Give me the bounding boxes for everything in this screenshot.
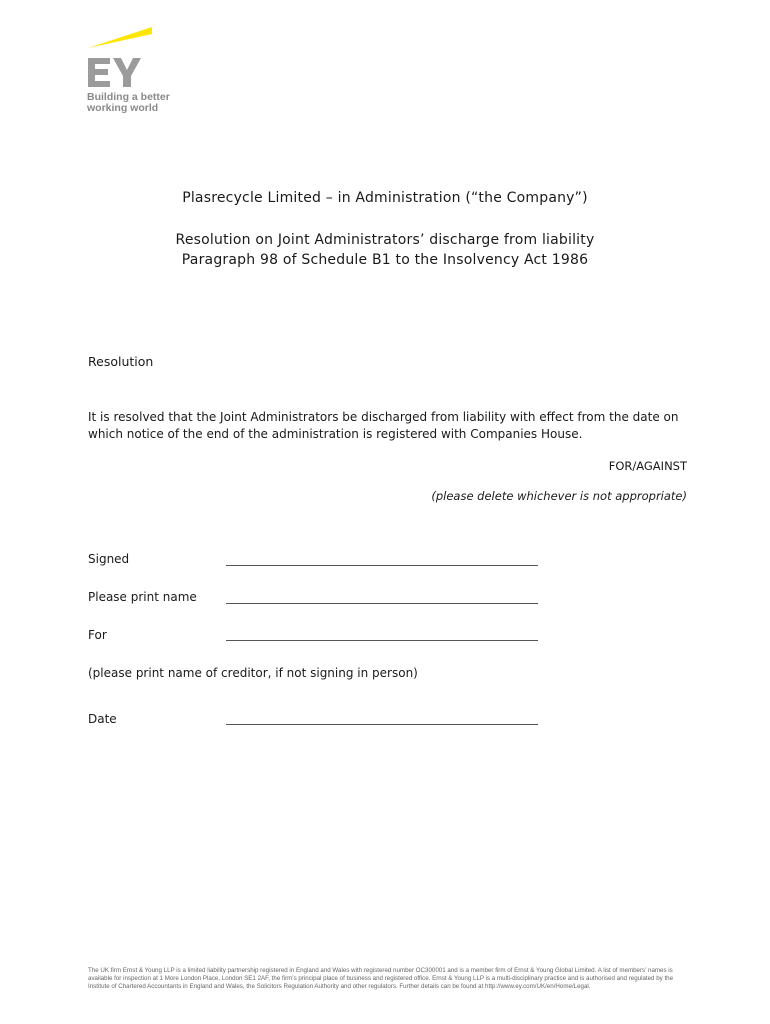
vote-instruction: (please delete whichever is not appropriate) — [431, 489, 687, 503]
print-name-line[interactable] — [226, 603, 538, 604]
resolution-text: It is resolved that the Joint Administrators be discharged from liability with effect from the date on which notice of the end of the administration is registered with Companies House. — [88, 410, 679, 441]
date-line[interactable] — [226, 724, 538, 725]
for-label: For — [88, 628, 107, 642]
legal-footer: The UK firm Ernst & Young LLP is a limited liability partnership registered in England and Wales with registered number OC300001 and is a member firm of Ernst & Young Global Limited. A list of members’ names is available for inspection at 1 More London Place, London SE1 2AF, the firm’s principal place of business and registered office. Ernst & Young LLP is a multi-disciplinary practice and is authorised and regulated by the Institute of Chartered Accountants in England and Wales, the Solicitors Regulation Authority and other regulators. Further details can be found at http://www.ey.com/UK/en/Home/Legal. — [88, 967, 674, 990]
vote-option[interactable]: FOR/AGAINST — [608, 459, 687, 473]
signed-line[interactable] — [226, 565, 538, 566]
ey-logo — [86, 26, 170, 116]
company-title: Plasrecycle Limited – in Administration (“the Company”) — [182, 190, 588, 206]
date-label: Date — [88, 712, 117, 726]
tagline-line-2: working world — [87, 102, 159, 114]
print-name-label: Please print name — [88, 590, 197, 604]
ey-logo-mark — [86, 26, 166, 90]
signed-label: Signed — [88, 552, 130, 566]
statute-subtitle: Paragraph 98 of Schedule B1 to the Insolvency Act 1986 — [181, 252, 589, 268]
for-line[interactable] — [226, 640, 538, 641]
tagline-line-1: Building a better — [87, 91, 170, 103]
creditor-note: (please print name of creditor, if not signing in person) — [88, 666, 418, 680]
resolution-title: Resolution on Joint Administrators’ discharge from liability — [175, 232, 595, 248]
resolution-heading: Resolution — [88, 354, 154, 369]
ey-tagline — [87, 92, 170, 114]
